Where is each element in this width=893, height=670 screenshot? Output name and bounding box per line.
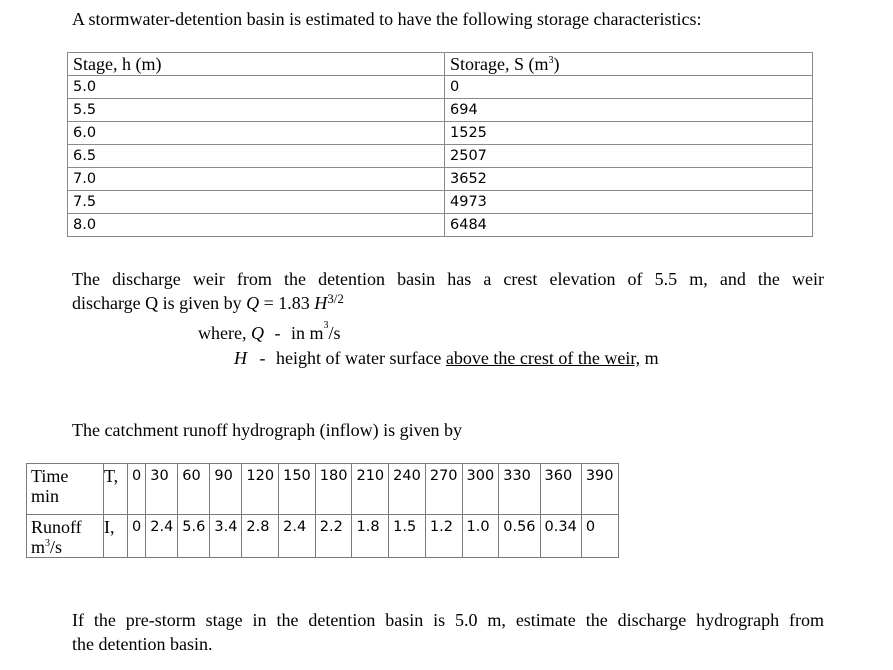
runoff-cell: 1.5	[389, 515, 426, 558]
storage-header: Storage, S $(m^3)$	[445, 53, 813, 76]
storage-cell: 1525	[445, 122, 813, 145]
storage-cell: 0	[445, 76, 813, 99]
question-line2: the detention basin.	[72, 634, 213, 654]
table-row	[68, 191, 813, 214]
runoff-cell: 0.34	[540, 515, 581, 558]
runoff-cell: 1.0	[462, 515, 499, 558]
where-label: where,	[198, 323, 247, 343]
time-cell: 300	[462, 464, 499, 515]
time-cell: 120	[242, 464, 279, 515]
time-row	[27, 464, 619, 515]
weir-description-line1: The discharge weir from the detention basin has a crest elevation of 5.5 m, and the weir	[72, 269, 824, 289]
storage-cell: 6484	[445, 214, 813, 237]
formula-equals: = 1.83	[263, 293, 310, 313]
time-cell: 90	[210, 464, 242, 515]
hydrograph-intro: The catchment runoff hydrograph (inflow) is given by	[72, 420, 463, 440]
where-q-line	[198, 322, 341, 344]
h-dash: -	[259, 348, 266, 368]
runoff-cell: 1.8	[352, 515, 389, 558]
runoff-symbol: I,	[104, 515, 128, 558]
runoff-cell: 2.2	[315, 515, 352, 558]
table-row	[68, 145, 813, 168]
storage-table	[67, 52, 813, 237]
runoff-cell: 3.4	[210, 515, 242, 558]
time-cell: 60	[178, 464, 210, 515]
h-desc-unit: m	[644, 348, 659, 368]
runoff-label: Runoff $m^3/s$	[27, 515, 104, 558]
time-cell: 180	[315, 464, 352, 515]
stage-header: Stage, h (m)	[68, 53, 445, 76]
runoff-row	[27, 515, 619, 558]
q-symbol: Q	[250, 323, 264, 343]
runoff-cell: 0	[128, 515, 146, 558]
table-row	[68, 76, 813, 99]
table-row	[68, 99, 813, 122]
table-row	[68, 122, 813, 145]
runoff-cell: 1.2	[425, 515, 462, 558]
time-label: Time min	[27, 464, 104, 515]
stage-cell: 7.0	[68, 168, 445, 191]
h-desc: height of water surface	[276, 348, 442, 368]
time-cell: 0	[128, 464, 146, 515]
stage-cell: 5.5	[68, 99, 445, 122]
runoff-cell: 2.8	[242, 515, 279, 558]
stage-cell: 6.0	[68, 122, 445, 145]
storage-cell: 4973	[445, 191, 813, 214]
storage-cell: 3652	[445, 168, 813, 191]
weir-description-line2	[72, 292, 344, 316]
q-unit: in $m^3/s$	[290, 320, 341, 343]
q-dash: -	[274, 323, 281, 343]
storage-cell: 2507	[445, 145, 813, 168]
runoff-cell: 0	[581, 515, 618, 558]
stage-cell: 5.0	[68, 76, 445, 99]
storage-cell: 694	[445, 99, 813, 122]
stage-cell: 8.0	[68, 214, 445, 237]
formula-exponent: 3/2	[327, 291, 344, 306]
runoff-cell: 5.6	[178, 515, 210, 558]
time-cell: 150	[279, 464, 316, 515]
question-line1: If the pre-storm stage in the detention basin is 5.0 m, estimate the discharge hydrograph from	[72, 610, 824, 630]
time-cell: 270	[425, 464, 462, 515]
time-cell: 390	[581, 464, 618, 515]
time-cell: 330	[499, 464, 540, 515]
table-row	[68, 214, 813, 237]
time-cell: 360	[540, 464, 581, 515]
time-cell: 30	[146, 464, 178, 515]
runoff-cell: 0.56	[499, 515, 540, 558]
time-symbol: T,	[104, 464, 128, 515]
h-definition-line	[234, 347, 659, 369]
stage-cell: 7.5	[68, 191, 445, 214]
hydrograph-table	[26, 463, 619, 558]
h-desc-underlined: above the crest of the weir,	[445, 348, 641, 368]
storage-table-header	[68, 53, 813, 76]
runoff-cell: 2.4	[279, 515, 316, 558]
runoff-cell: 2.4	[146, 515, 178, 558]
time-cell: 240	[389, 464, 426, 515]
stage-cell: 6.5	[68, 145, 445, 168]
time-cell: 210	[352, 464, 389, 515]
formula-q: Q	[246, 293, 260, 313]
intro-text: A stormwater-detention basin is estimated to have the following storage characteristics:	[72, 9, 702, 29]
h-symbol: H	[234, 348, 247, 368]
table-row	[68, 168, 813, 191]
formula-h: H	[314, 293, 328, 313]
weir-line2-text: discharge Q is given by	[72, 293, 242, 313]
